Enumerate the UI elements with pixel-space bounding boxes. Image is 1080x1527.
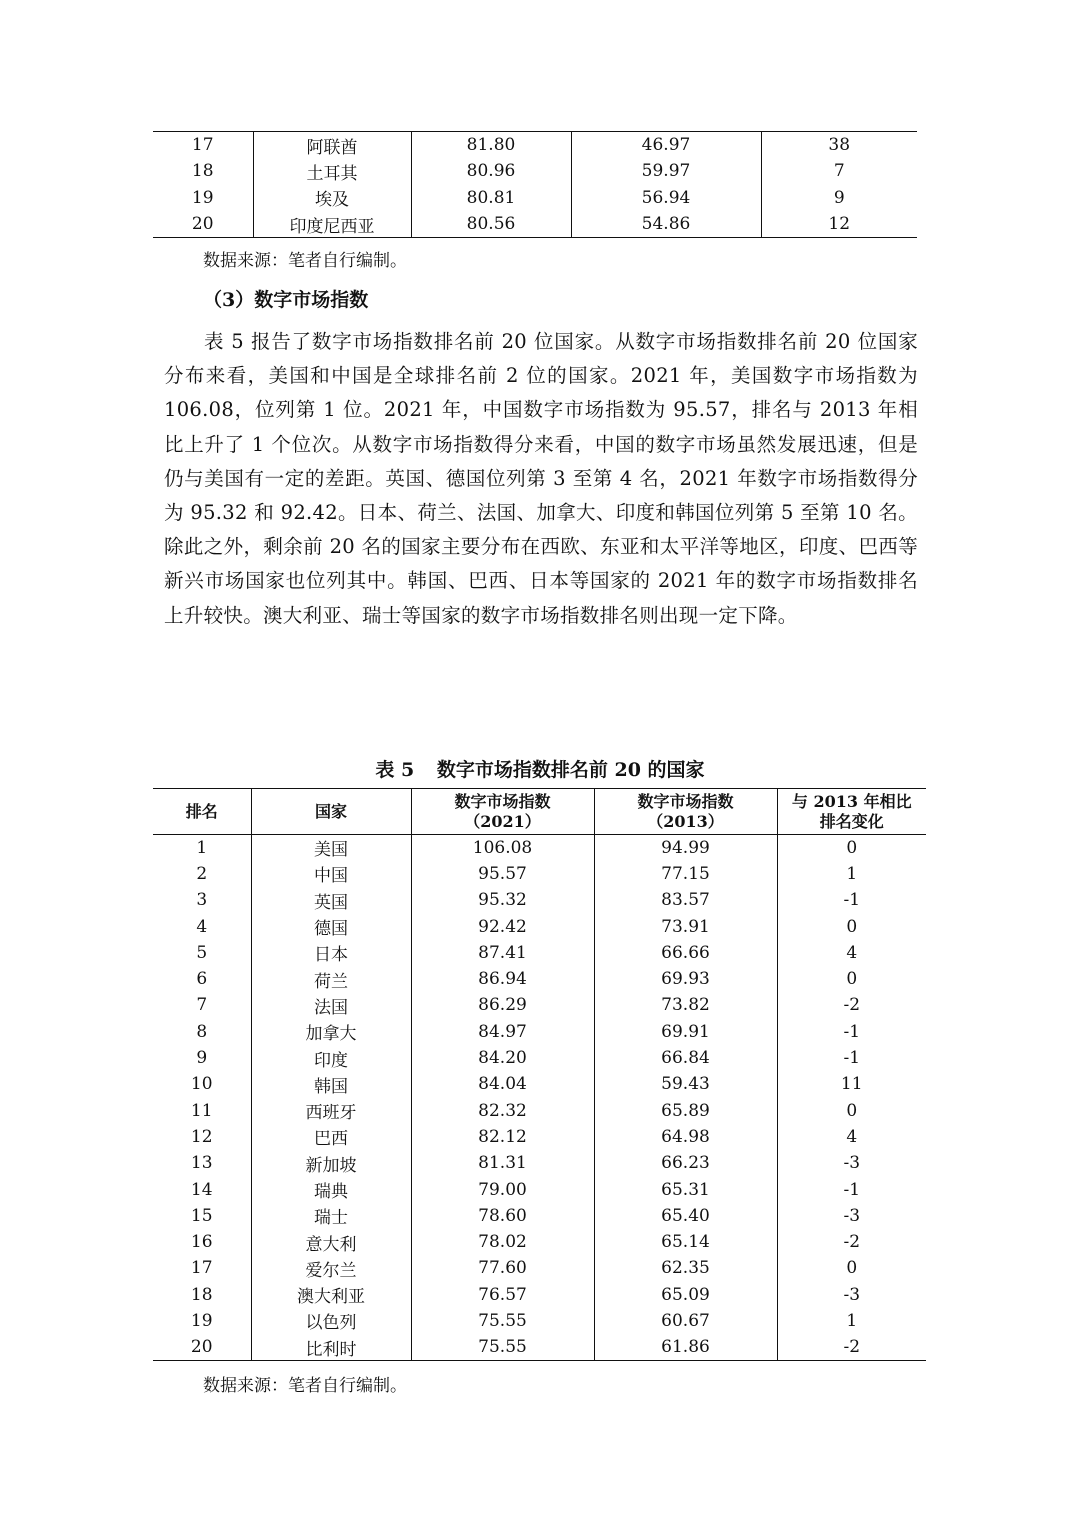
table-cell: 78.60 — [411, 1203, 594, 1229]
table-cell: 82.12 — [411, 1124, 594, 1150]
table-cell: 1 — [777, 1308, 926, 1334]
table-cell: 69.91 — [594, 1019, 777, 1045]
table-cell: 66.84 — [594, 1045, 777, 1071]
table-row — [153, 1150, 926, 1176]
table-caption-label: 表 5 — [375, 759, 415, 781]
column-header-line: 数字市场指数 — [454, 791, 551, 811]
table-cell: 86.94 — [411, 966, 594, 992]
table-row — [153, 887, 926, 913]
table-cell: 意大利 — [251, 1229, 411, 1255]
table-cell: 0 — [777, 1097, 926, 1123]
table-cell: 13 — [190, 1153, 213, 1174]
body-paragraph: 表 5 报告了数字市场指数排名前 20 位国家。从数字市场指数排名前 20 位国家分布来看，美国和中国是全球排名前 2 位的国家。2021 年，美国数字市场指数为 106.08，位列第 1 位。2021 年，中国数字市场指数为 95.57，排名与 2013 年相比上升了 1 个位次。从数字市场指数得分来看，中国的数字市场虽然发展迅速，但是仍与美国有一定的差距。英国、德国位列第 3 至第 4 名，2021 年数字市场指数得分为 95.32 和 92.42。日本、荷兰、法国、加拿大、印度和韩国位列第 5 至第 10 名。除此之外，剩余前 20 名的国家主要分布在西欧、东亚和太平洋等地区，印度、巴西等新兴市场国家也位列其中。韩国、巴西、日本等国家的 2021 年的数字市场指数排名上升较快。澳大利亚、瑞士等国家的数字市场指数排名则出现一定下降。 — [164, 330, 918, 627]
table-cell: 77.15 — [594, 861, 777, 887]
table-cell: 土耳其 — [253, 158, 411, 185]
table-row — [153, 1019, 926, 1045]
table-cell: 0 — [777, 1255, 926, 1281]
table-row — [153, 158, 917, 185]
column-header-line: （2021） — [464, 811, 541, 831]
section-heading: （3）数字市场指数 — [203, 289, 369, 311]
table-cell: 65.89 — [594, 1097, 777, 1123]
table-cell: 18 — [191, 161, 214, 182]
table-cell: 75.55 — [411, 1308, 594, 1334]
table-cell: 18 — [190, 1284, 213, 1305]
table-row — [153, 1176, 926, 1202]
table-cell: -3 — [777, 1203, 926, 1229]
table-row — [153, 1229, 926, 1255]
table-cell: 84.04 — [411, 1071, 594, 1097]
table-row — [153, 1308, 926, 1334]
table-cell: 12 — [190, 1126, 213, 1147]
table-cell: 94.99 — [594, 835, 777, 861]
table-row — [153, 835, 926, 861]
column-header — [411, 789, 594, 835]
header-row — [153, 789, 926, 835]
table-row — [153, 211, 917, 238]
table-cell: 9 — [761, 185, 917, 212]
table-row — [153, 861, 926, 887]
table-cell: 巴西 — [251, 1124, 411, 1150]
table-cell: 80.96 — [411, 158, 571, 185]
table-cell: 印度 — [251, 1045, 411, 1071]
table-cell: 爱尔兰 — [251, 1255, 411, 1281]
table-cell: 11 — [190, 1100, 213, 1121]
table-row — [153, 132, 917, 159]
table-row — [153, 1097, 926, 1123]
table-row — [153, 966, 926, 992]
table-cell: 韩国 — [251, 1071, 411, 1097]
table-cell: 80.81 — [411, 185, 571, 212]
table-row — [153, 185, 917, 212]
table-cell: -1 — [777, 1045, 926, 1071]
table-cell: 73.91 — [594, 913, 777, 939]
source-note-2: 数据来源：笔者自行编制。 — [203, 1376, 407, 1396]
table-row — [153, 1334, 926, 1360]
table-cell: 英国 — [251, 887, 411, 913]
table-cell: 59.43 — [594, 1071, 777, 1097]
table-cell: 73.82 — [594, 992, 777, 1018]
table-cell: 美国 — [251, 835, 411, 861]
table-cell: 62.35 — [594, 1255, 777, 1281]
table-cell: 66.23 — [594, 1150, 777, 1176]
table-cell: 9 — [196, 1048, 208, 1069]
table-cell: 16 — [190, 1232, 213, 1253]
table-cell: 81.80 — [411, 132, 571, 159]
table-caption — [0, 755, 1080, 782]
table-cell: 86.29 — [411, 992, 594, 1018]
column-header-line: （2013） — [647, 811, 724, 831]
table-cell: 59.97 — [571, 158, 761, 185]
table-cell: -1 — [777, 887, 926, 913]
table-header — [153, 789, 926, 835]
table-cell: 95.57 — [411, 861, 594, 887]
table-cell: 60.67 — [594, 1308, 777, 1334]
table-cell: 46.97 — [571, 132, 761, 159]
table-cell: 荷兰 — [251, 966, 411, 992]
table-cell: 4 — [777, 940, 926, 966]
table-cell: 95.32 — [411, 887, 594, 913]
table-cell: 80.56 — [411, 211, 571, 238]
table-cell: 65.09 — [594, 1282, 777, 1308]
table-cell: 83.57 — [594, 887, 777, 913]
table-cell: 澳大利亚 — [251, 1282, 411, 1308]
table-cell: 19 — [191, 187, 214, 208]
table-cell: 61.86 — [594, 1334, 777, 1360]
continued-table-body — [153, 132, 917, 238]
column-header — [153, 789, 251, 835]
column-header-line: 国家 — [314, 801, 347, 821]
column-header — [777, 789, 926, 835]
table-cell: 1 — [196, 837, 208, 858]
table-cell: 84.97 — [411, 1019, 594, 1045]
table-cell: 3 — [196, 890, 208, 911]
table-cell: 17 — [153, 132, 253, 159]
table-cell: 以色列 — [251, 1308, 411, 1334]
table-cell: 65.31 — [594, 1176, 777, 1202]
table-cell: 87.41 — [411, 940, 594, 966]
table-cell: 2 — [196, 863, 208, 884]
column-header-line: 排名变化 — [819, 811, 884, 831]
table-cell: 8 — [196, 1021, 208, 1042]
table-cell: 15 — [190, 1205, 213, 1226]
column-header-line: 与 2013 年相比 — [791, 791, 912, 811]
table-body — [153, 835, 926, 1361]
table-cell: 84.20 — [411, 1045, 594, 1071]
table-cell: 11 — [777, 1071, 926, 1097]
table-cell: 38 — [761, 132, 917, 159]
table-cell: 1 — [777, 861, 926, 887]
table-cell: 加拿大 — [251, 1019, 411, 1045]
table-cell: 19 — [190, 1310, 213, 1331]
table-cell: 69.93 — [594, 966, 777, 992]
table-cell: 17 — [190, 1258, 213, 1279]
table-row — [153, 1203, 926, 1229]
table-cell: 106.08 — [411, 835, 594, 861]
table-cell: 4 — [196, 916, 208, 937]
table-cell: 20 — [153, 211, 253, 238]
table-cell: 新加坡 — [251, 1150, 411, 1176]
column-header — [594, 789, 777, 835]
table-cell: 埃及 — [253, 185, 411, 212]
table-cell: -2 — [777, 1229, 926, 1255]
table-cell: 印度尼西亚 — [253, 211, 411, 238]
table-cell: 81.31 — [411, 1150, 594, 1176]
table-cell: 66.66 — [594, 940, 777, 966]
table-cell: 92.42 — [411, 913, 594, 939]
table-cell: 0 — [777, 913, 926, 939]
table-cell: 比利时 — [251, 1334, 411, 1360]
table-row — [153, 913, 926, 939]
digital-market-index-table — [153, 788, 926, 1361]
table-cell: 日本 — [251, 940, 411, 966]
table-cell: 76.57 — [411, 1282, 594, 1308]
table-cell: -2 — [777, 1334, 926, 1360]
column-header-line: 排名 — [185, 801, 218, 821]
table-row — [153, 1124, 926, 1150]
table-cell: -3 — [777, 1282, 926, 1308]
table-row — [153, 1255, 926, 1281]
table-cell: 79.00 — [411, 1176, 594, 1202]
table-cell: 西班牙 — [251, 1097, 411, 1123]
table-row — [153, 992, 926, 1018]
table-cell: 75.55 — [411, 1334, 594, 1360]
table-cell: 64.98 — [594, 1124, 777, 1150]
table-cell: 0 — [777, 966, 926, 992]
table-cell: 6 — [196, 969, 208, 990]
table-cell: 7 — [761, 158, 917, 185]
table-caption-title: 数字市场指数排名前 20 的国家 — [436, 759, 705, 781]
table-cell: 56.94 — [571, 185, 761, 212]
table-cell: 5 — [196, 942, 208, 963]
table-cell: -1 — [777, 1176, 926, 1202]
table-cell: 65.14 — [594, 1229, 777, 1255]
continued-ranking-table — [153, 131, 917, 238]
table-cell: 78.02 — [411, 1229, 594, 1255]
table-cell: 7 — [196, 995, 208, 1016]
table-cell: 82.32 — [411, 1097, 594, 1123]
column-header-line: 数字市场指数 — [637, 791, 734, 811]
table-row — [153, 1282, 926, 1308]
table-cell: -3 — [777, 1150, 926, 1176]
table-cell: 法国 — [251, 992, 411, 1018]
table-cell: 14 — [190, 1179, 213, 1200]
table-cell: 12 — [761, 211, 917, 238]
table-row — [153, 1045, 926, 1071]
table-cell: 65.40 — [594, 1203, 777, 1229]
table-cell: 4 — [777, 1124, 926, 1150]
table-cell: 德国 — [251, 913, 411, 939]
table-cell: 阿联酋 — [253, 132, 411, 159]
table-cell: 中国 — [251, 861, 411, 887]
table-cell: 54.86 — [571, 211, 761, 238]
column-header — [251, 789, 411, 835]
table-row — [153, 940, 926, 966]
table-row — [153, 1071, 926, 1097]
table-cell: -1 — [777, 1019, 926, 1045]
table-cell: 0 — [777, 835, 926, 861]
table-cell: 77.60 — [411, 1255, 594, 1281]
table-cell: -2 — [777, 992, 926, 1018]
table-cell: 瑞士 — [251, 1203, 411, 1229]
table-cell: 10 — [190, 1074, 213, 1095]
source-note-1: 数据来源：笔者自行编制。 — [203, 251, 407, 271]
table-cell: 20 — [153, 1334, 251, 1360]
table-cell: 瑞典 — [251, 1176, 411, 1202]
